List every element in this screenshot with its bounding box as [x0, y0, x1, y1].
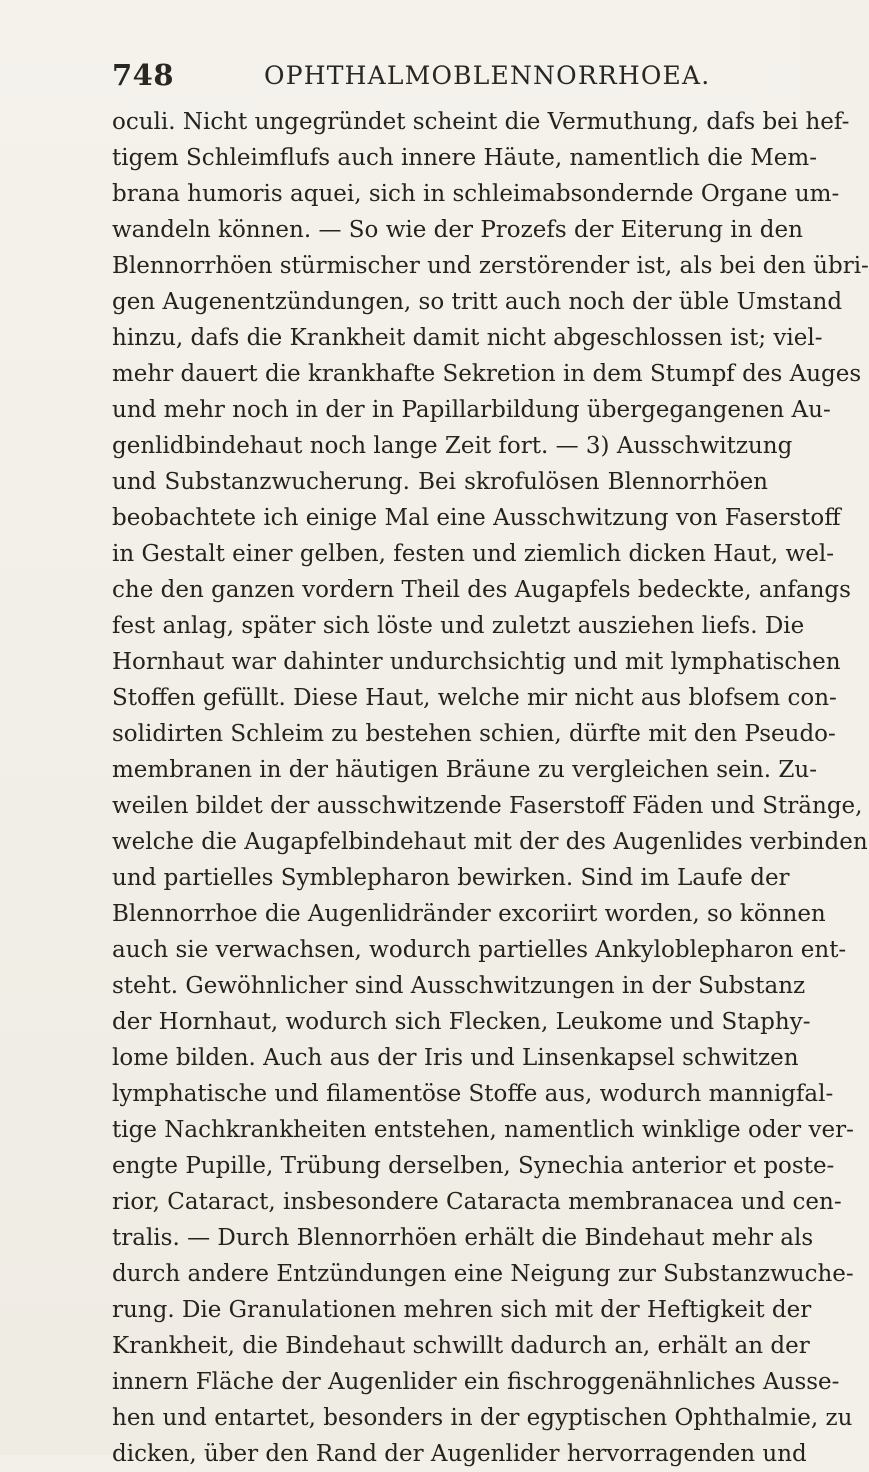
text-line: hinzu, dafs die Krankheit damit nicht abgeschlossen ist; viel-	[112, 325, 823, 351]
text-line: Blennorrhöen stürmischer und zerstörender ist, als bei den übri-	[112, 253, 869, 279]
text-line: Hornhaut war dahinter undurchsichtig und mit lymphatischen	[112, 649, 841, 675]
text-line: auch sie verwachsen, wodurch partielles Ankyloblepharon ent-	[112, 937, 847, 963]
page-number: 748	[112, 58, 175, 92]
text-line: tigem Schleimflufs auch innere Häute, namentlich die Mem-	[112, 145, 817, 171]
text-line: wandeln können. — So wie der Prozefs der Eiterung in den	[112, 217, 803, 243]
text-line: fest anlag, später sich löste und zuletzt ausziehen liefs. Die	[112, 613, 805, 639]
body-text	[112, 104, 869, 1472]
text-line: Krankheit, die Bindehaut schwillt dadurch an, erhält an der	[112, 1333, 810, 1359]
page-header	[112, 58, 752, 94]
text-line: tralis. — Durch Blennorrhöen erhält die Bindehaut mehr als	[112, 1225, 814, 1251]
text-line: membranen in der häutigen Bräune zu vergleichen sein. Zu-	[112, 757, 817, 783]
text-line: weilen bildet der ausschwitzende Faserstoff Fäden und Stränge,	[112, 793, 863, 819]
text-line: und Substanzwucherung. Bei skrofulösen Blennorrhöen	[112, 469, 768, 495]
text-line: und partielles Symblepharon bewirken. Sind im Laufe der	[112, 865, 790, 891]
text-line: oculi. Nicht ungegründet scheint die Vermuthung, dafs bei hef-	[112, 109, 850, 135]
text-line: gen Augenentzündungen, so tritt auch noch der üble Umstand	[112, 289, 843, 315]
text-line: welche die Augapfelbindehaut mit der des Augenlides verbinden	[112, 829, 868, 855]
text-line: engte Pupille, Trübung derselben, Synechia anterior et poste-	[112, 1153, 835, 1179]
text-line: rung. Die Granulationen mehren sich mit der Heftigkeit der	[112, 1297, 812, 1323]
text-line: che den ganzen vordern Theil des Augapfels bedeckte, anfangs	[112, 577, 851, 603]
text-line: durch andere Entzündungen eine Neigung zur Substanzwuche-	[112, 1261, 854, 1287]
text-line: innern Fläche der Augenlider ein fischroggenähnliches Ausse-	[112, 1369, 840, 1395]
text-line: beobachtete ich einige Mal eine Ausschwitzung von Faserstoff	[112, 505, 841, 531]
text-line: der Hornhaut, wodurch sich Flecken, Leukome und Staphy-	[112, 1009, 811, 1035]
text-line: tige Nachkrankheiten entstehen, namentlich winklige oder ver-	[112, 1117, 854, 1143]
text-line: Stoffen gefüllt. Diese Haut, welche mir nicht aus blofsem con-	[112, 685, 837, 711]
text-line: hen und entartet, besonders in der egyptischen Ophthalmie, zu	[112, 1405, 853, 1431]
text-line: brana humoris aquei, sich in schleimabsondernde Organe um-	[112, 181, 840, 207]
text-line: dicken, über den Rand der Augenlider hervorragenden und	[112, 1441, 807, 1467]
running-title: OPHTHALMOBLENNORRHOEA.	[264, 61, 711, 90]
text-line: mehr dauert die krankhafte Sekretion in dem Stumpf des Auges	[112, 361, 862, 387]
text-line: lymphatische und filamentöse Stoffe aus, wodurch mannigfal-	[112, 1081, 834, 1107]
text-line: steht. Gewöhnlicher sind Ausschwitzungen in der Substanz	[112, 973, 806, 999]
text-line: rior, Cataract, insbesondere Cataracta membranacea und cen-	[112, 1189, 842, 1215]
text-line: solidirten Schleim zu bestehen schien, dürfte mit den Pseudo-	[112, 721, 836, 747]
text-line: genlidbindehaut noch lange Zeit fort. — 3) Ausschwitzung	[112, 433, 793, 459]
text-line: lome bilden. Auch aus der Iris und Linsenkapsel schwitzen	[112, 1045, 799, 1071]
text-line: und mehr noch in der in Papillarbildung übergegangenen Au-	[112, 397, 831, 423]
text-line: Blennorrhoe die Augenlidränder excoriirt worden, so können	[112, 901, 826, 927]
text-line: in Gestalt einer gelben, festen und ziemlich dicken Haut, wel-	[112, 541, 834, 567]
